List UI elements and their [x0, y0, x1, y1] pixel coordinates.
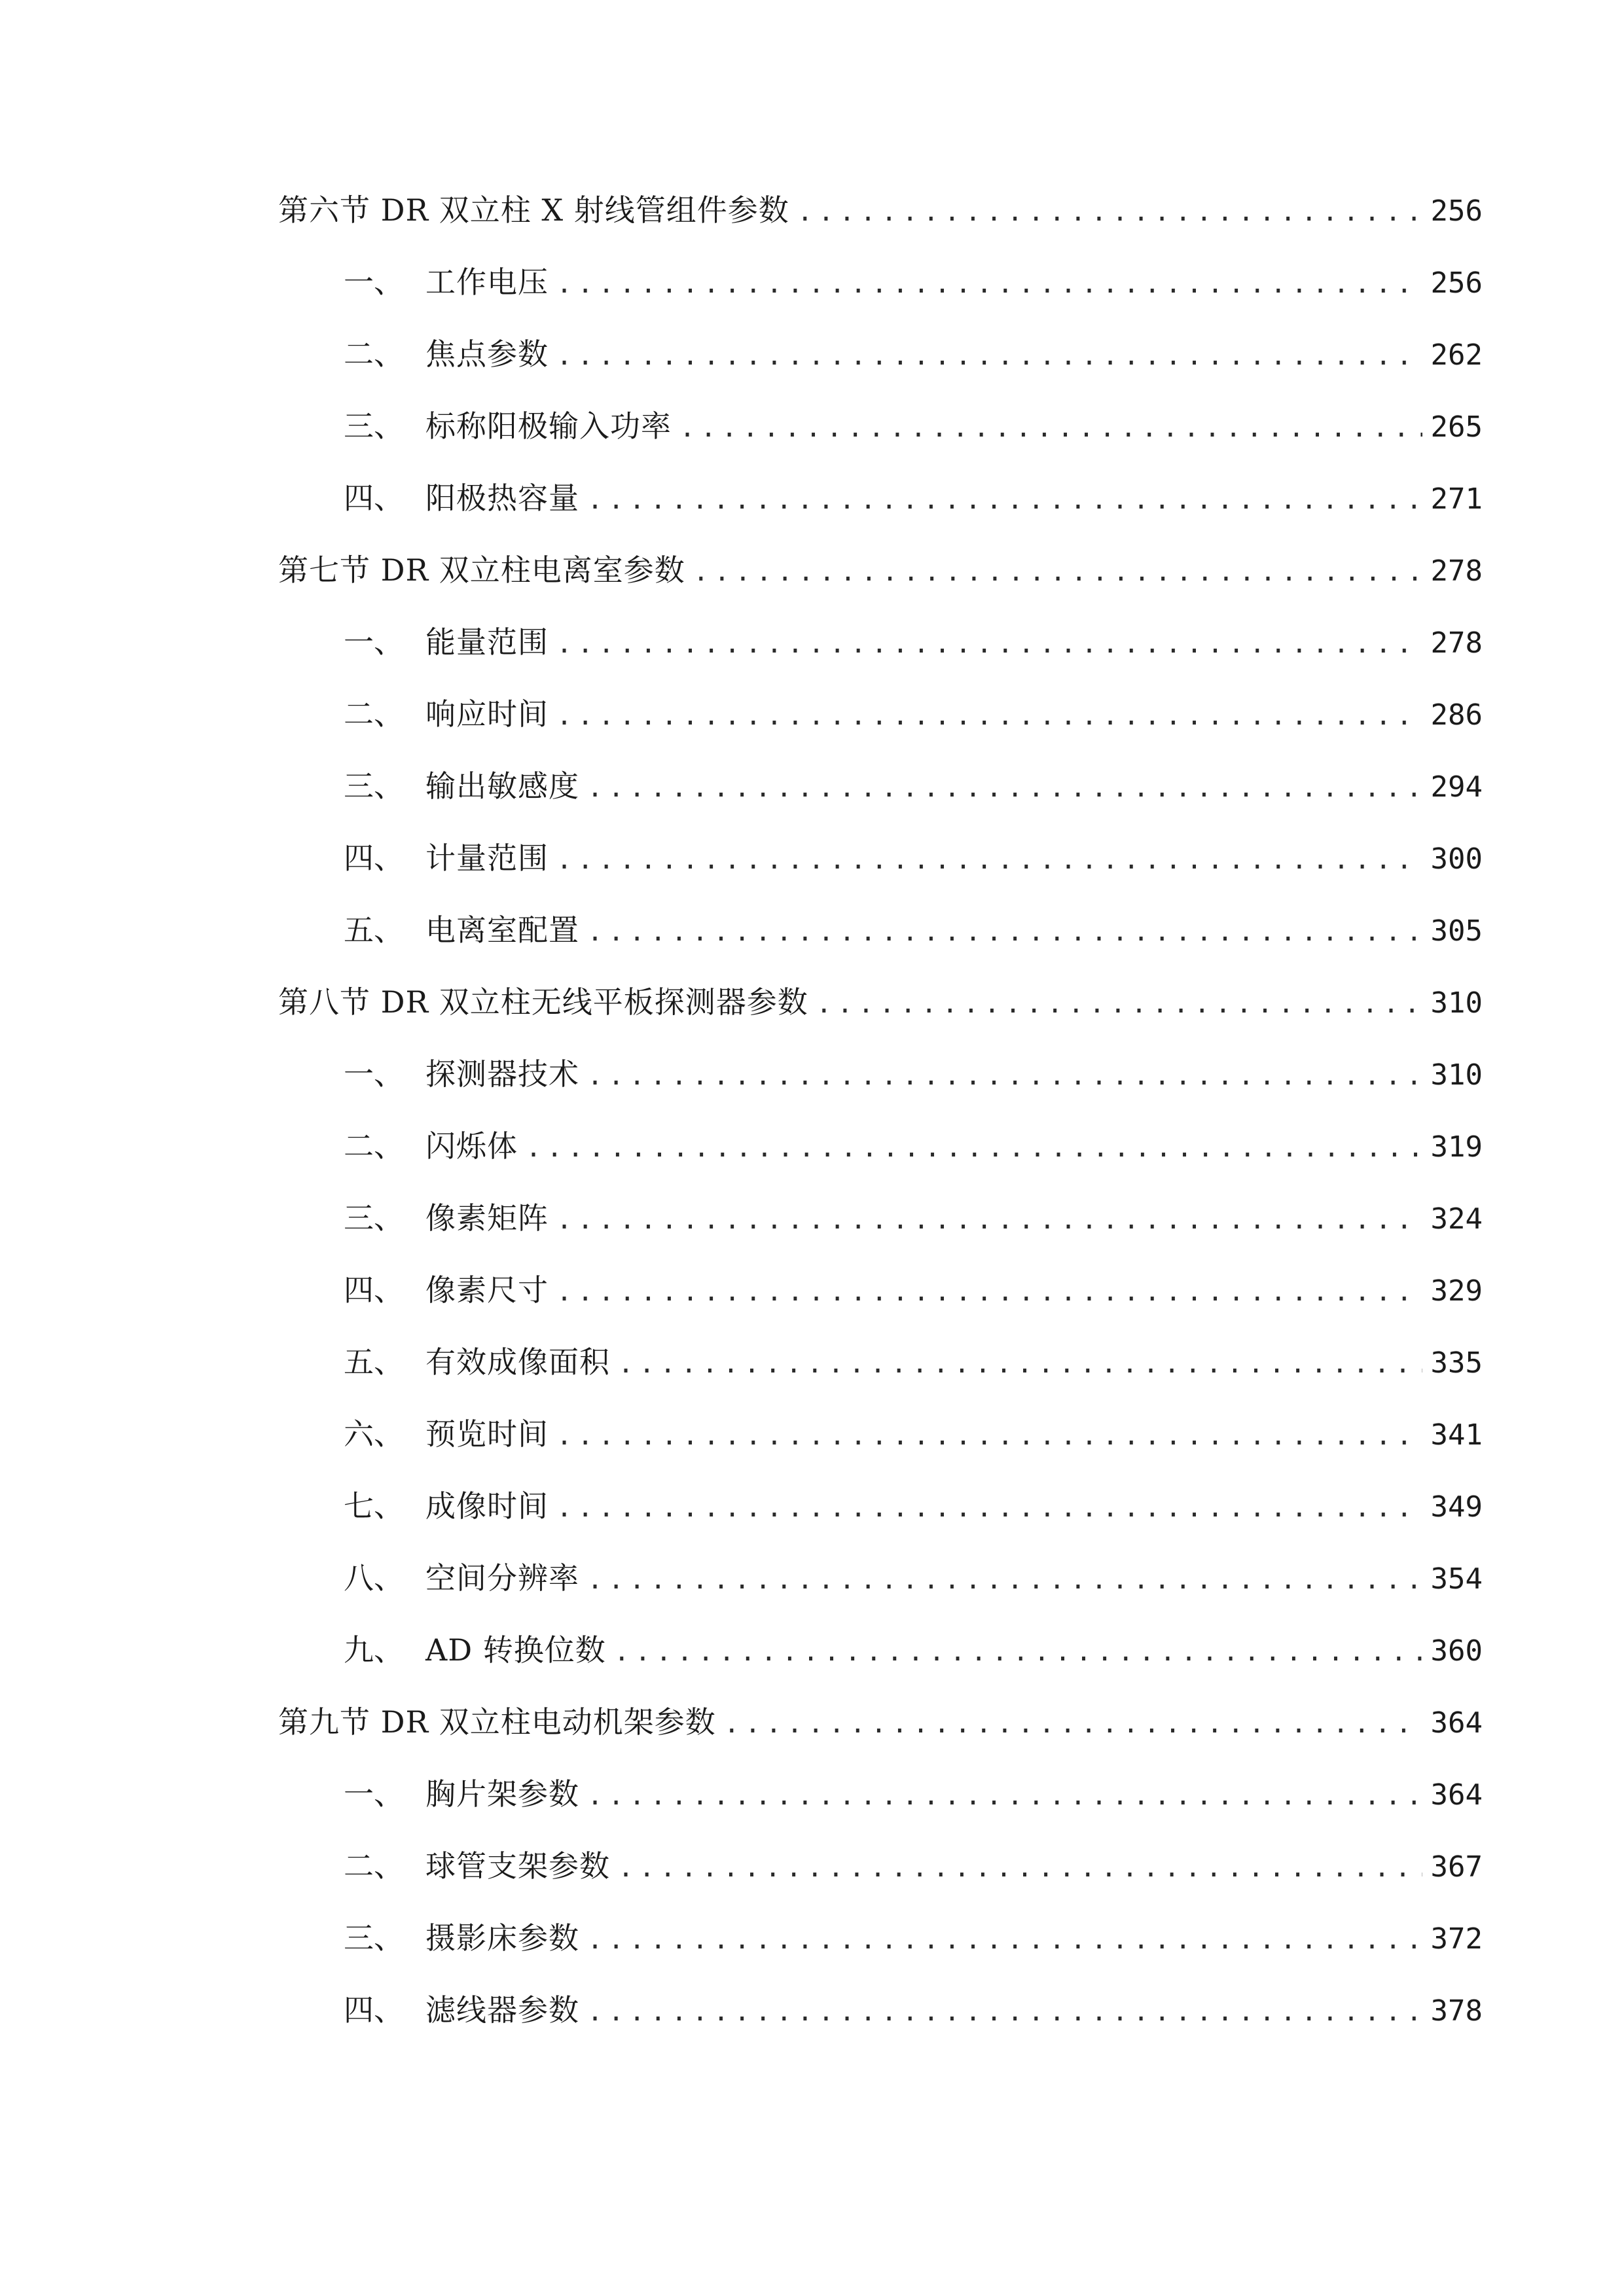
dot-leader: [556, 696, 1422, 736]
dot-leader: [587, 768, 1422, 808]
toc-entry-number: 八、: [344, 1560, 404, 1596]
toc-entry-number: 四、: [344, 1992, 404, 2028]
toc-entry-page-number: 278: [1430, 554, 1483, 588]
toc-entry-title: 成像时间: [425, 1488, 549, 1524]
toc-entry-title: AD 转换位数: [425, 1632, 606, 1668]
toc-entry-title: 电离室配置: [425, 912, 579, 948]
toc-subsection-entry[interactable]: [278, 406, 1483, 478]
toc-entry-number: 二、: [344, 336, 404, 372]
toc-entry-title: 有效成像面积: [425, 1344, 610, 1380]
toc-entry-page-number: 324: [1430, 1202, 1483, 1236]
toc-entry-number: 四、: [344, 1272, 404, 1308]
toc-entry-number: 三、: [344, 408, 404, 444]
toc-entry-page-number: 271: [1430, 482, 1483, 516]
dot-leader: [816, 984, 1422, 1024]
dot-leader: [618, 1848, 1422, 1888]
toc-entry-number: 三、: [344, 768, 404, 804]
toc-entry-page-number: 256: [1430, 266, 1483, 300]
toc-entry-page-number: 305: [1430, 914, 1483, 948]
toc-entry-page-number: 372: [1430, 1922, 1483, 1956]
toc-subsection-entry[interactable]: [278, 1486, 1483, 1558]
toc-subsection-entry[interactable]: [278, 1918, 1483, 1990]
toc-entry-title: 输出敏感度: [425, 768, 579, 804]
toc-section-entry[interactable]: [278, 982, 1483, 1054]
dot-leader: [724, 1704, 1422, 1744]
dot-leader: [618, 1344, 1422, 1384]
dot-leader: [587, 1920, 1422, 1960]
toc-entry-number: 一、: [344, 624, 404, 660]
dot-leader: [556, 1488, 1422, 1528]
toc-subsection-entry[interactable]: [278, 262, 1483, 334]
dot-leader: [614, 1632, 1422, 1672]
toc-entry-page-number: 310: [1430, 1058, 1483, 1092]
toc-entry-number: 七、: [344, 1488, 404, 1524]
toc-entry-number: 六、: [344, 1416, 404, 1452]
toc-section-entry[interactable]: [278, 550, 1483, 622]
toc-subsection-entry[interactable]: [278, 1990, 1483, 2062]
toc-subsection-entry[interactable]: [278, 1198, 1483, 1270]
toc-entry-page-number: 364: [1430, 1778, 1483, 1812]
toc-entry-number: 二、: [344, 1848, 404, 1884]
dot-leader: [587, 1560, 1422, 1600]
table-of-contents: [278, 190, 1483, 2062]
toc-subsection-entry[interactable]: [278, 1774, 1483, 1846]
toc-entry-title: 摄影床参数: [425, 1920, 579, 1956]
toc-entry-number: 一、: [344, 1056, 404, 1092]
toc-entry-title: 球管支架参数: [425, 1848, 610, 1884]
dot-leader: [587, 912, 1422, 952]
toc-subsection-entry[interactable]: [278, 1054, 1483, 1126]
dot-leader: [693, 552, 1422, 592]
toc-subsection-entry[interactable]: [278, 1846, 1483, 1918]
toc-entry-number: 三、: [344, 1920, 404, 1956]
toc-entry-number: 四、: [344, 840, 404, 876]
toc-entry-title: 探测器技术: [425, 1056, 579, 1092]
toc-entry-page-number: 265: [1430, 410, 1483, 444]
toc-entry-title: 胸片架参数: [425, 1776, 579, 1812]
toc-entry-title: 第八节 DR 双立柱无线平板探测器参数: [278, 984, 808, 1020]
toc-subsection-entry[interactable]: [278, 1558, 1483, 1630]
toc-entry-number: 三、: [344, 1200, 404, 1236]
toc-entry-page-number: 329: [1430, 1274, 1483, 1308]
toc-entry-page-number: 286: [1430, 698, 1483, 732]
toc-entry-number: 二、: [344, 696, 404, 732]
dot-leader: [556, 840, 1422, 880]
toc-entry-number: 九、: [344, 1632, 404, 1668]
toc-entry-title: 闪烁体: [425, 1128, 518, 1164]
toc-entry-title: 像素尺寸: [425, 1272, 549, 1308]
toc-subsection-entry[interactable]: [278, 1414, 1483, 1486]
toc-entry-page-number: 360: [1430, 1634, 1483, 1668]
toc-subsection-entry[interactable]: [278, 766, 1483, 838]
toc-entry-number: 一、: [344, 1776, 404, 1812]
toc-entry-page-number: 335: [1430, 1346, 1483, 1380]
toc-subsection-entry[interactable]: [278, 1270, 1483, 1342]
dot-leader: [587, 480, 1422, 520]
dot-leader: [556, 624, 1422, 664]
toc-subsection-entry[interactable]: [278, 1126, 1483, 1198]
dot-leader: [556, 1272, 1422, 1312]
toc-entry-title: 滤线器参数: [425, 1992, 579, 2028]
toc-section-entry[interactable]: [278, 190, 1483, 262]
toc-entry-page-number: 364: [1430, 1706, 1483, 1740]
toc-entry-page-number: 310: [1430, 986, 1483, 1020]
toc-entry-title: 焦点参数: [425, 336, 549, 372]
toc-entry-title: 第九节 DR 双立柱电动机架参数: [278, 1704, 716, 1740]
toc-subsection-entry[interactable]: [278, 1342, 1483, 1414]
toc-entry-page-number: 278: [1430, 626, 1483, 660]
toc-subsection-entry[interactable]: [278, 694, 1483, 766]
toc-entry-page-number: 341: [1430, 1418, 1483, 1452]
toc-entry-number: 四、: [344, 480, 404, 516]
dot-leader: [587, 1056, 1422, 1096]
toc-entry-title: 预览时间: [425, 1416, 549, 1452]
toc-section-entry[interactable]: [278, 1702, 1483, 1774]
toc-entry-page-number: 367: [1430, 1850, 1483, 1884]
toc-entry-page-number: 319: [1430, 1130, 1483, 1164]
toc-subsection-entry[interactable]: [278, 838, 1483, 910]
toc-entry-page-number: 354: [1430, 1562, 1483, 1596]
toc-entry-page-number: 349: [1430, 1490, 1483, 1524]
dot-leader: [556, 264, 1422, 304]
toc-entry-title: 能量范围: [425, 624, 549, 660]
toc-entry-title: 像素矩阵: [425, 1200, 549, 1236]
toc-entry-page-number: 378: [1430, 1994, 1483, 2028]
toc-entry-number: 二、: [344, 1128, 404, 1164]
toc-entry-page-number: 256: [1430, 194, 1483, 228]
dot-leader: [556, 1200, 1422, 1240]
toc-entry-title: 第七节 DR 双立柱电离室参数: [278, 552, 685, 588]
dot-leader: [797, 192, 1422, 232]
toc-entry-page-number: 300: [1430, 842, 1483, 876]
toc-subsection-entry[interactable]: [278, 910, 1483, 982]
toc-subsection-entry[interactable]: [278, 622, 1483, 694]
toc-entry-title: 标称阳极输入功率: [425, 408, 672, 444]
toc-entry-page-number: 262: [1430, 338, 1483, 372]
toc-entry-title: 空间分辨率: [425, 1560, 579, 1596]
toc-entry-title: 阳极热容量: [425, 480, 579, 516]
toc-entry-title: 工作电压: [425, 264, 549, 300]
dot-leader: [587, 1992, 1422, 2032]
toc-subsection-entry[interactable]: [278, 334, 1483, 406]
toc-subsection-entry[interactable]: [278, 1630, 1483, 1702]
toc-entry-number: 五、: [344, 912, 404, 948]
toc-entry-title: 响应时间: [425, 696, 549, 732]
dot-leader: [556, 1416, 1422, 1456]
toc-entry-title: 计量范围: [425, 840, 549, 876]
toc-entry-title: 第六节 DR 双立柱 X 射线管组件参数: [278, 192, 789, 228]
dot-leader: [679, 408, 1422, 448]
toc-entry-number: 五、: [344, 1344, 404, 1380]
dot-leader: [556, 336, 1422, 376]
toc-entry-number: 一、: [344, 264, 404, 300]
toc-subsection-entry[interactable]: [278, 478, 1483, 550]
toc-entry-page-number: 294: [1430, 770, 1483, 804]
dot-leader: [526, 1128, 1422, 1168]
dot-leader: [587, 1776, 1422, 1816]
